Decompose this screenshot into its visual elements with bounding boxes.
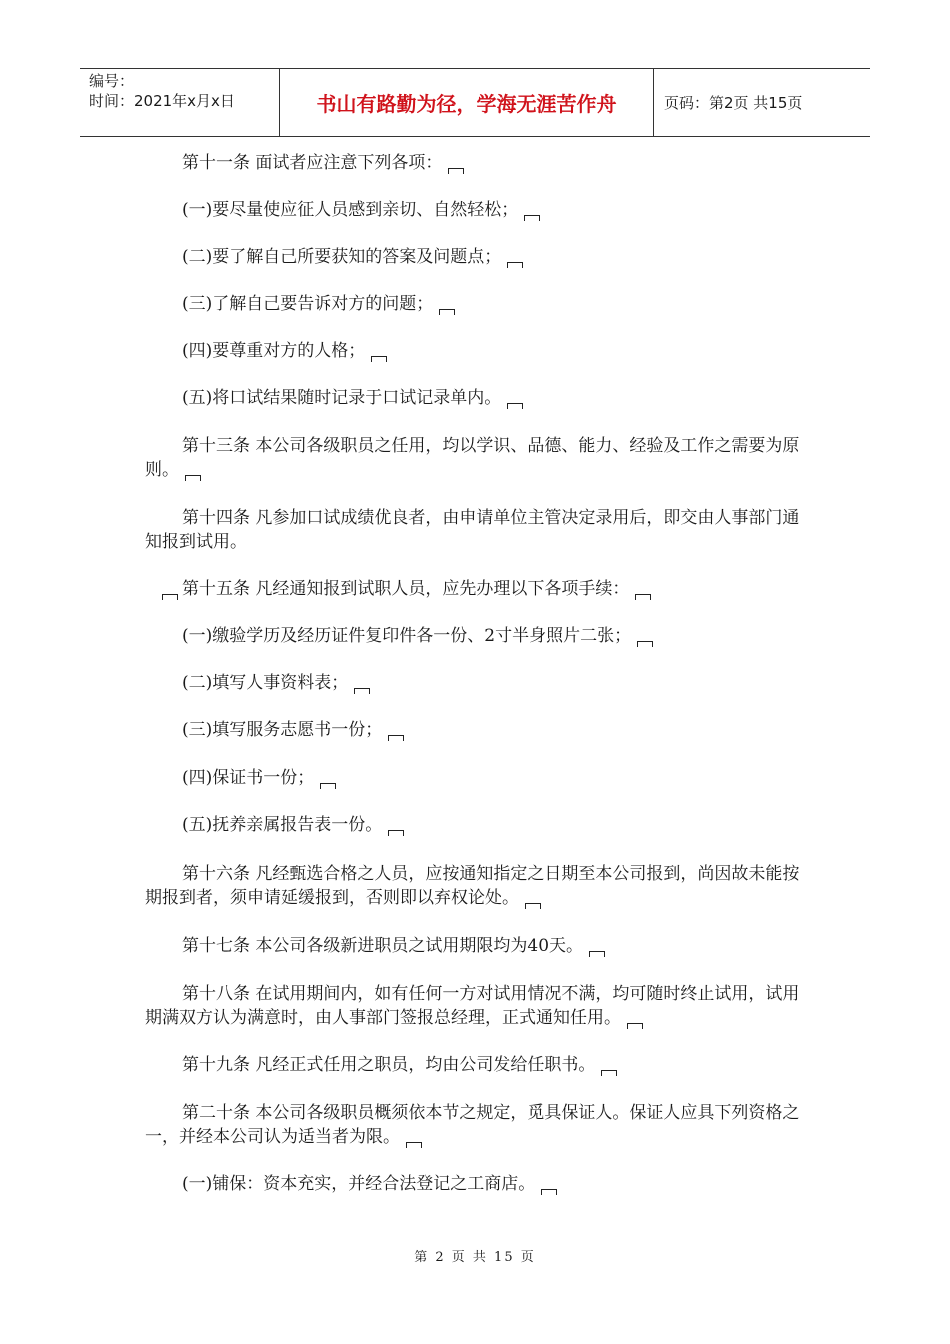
paragraph-mark-icon <box>627 1023 643 1029</box>
paragraph-mark-icon <box>388 830 404 836</box>
paragraph <box>145 934 810 958</box>
paragraph-text: 第十六条 凡经甄选合格之人员，应按通知指定之日期至本公司报到，尚因故未能按期报到者，须申请延缓报到，否则即以弃权论处。 <box>145 864 800 908</box>
header-page-info: 页码：第2页 共15页 <box>664 94 803 112</box>
paragraph-text: 第十九条 凡经正式任用之职员，均由公司发给任职书。 <box>182 1055 596 1075</box>
doc-date: 时间：2021年x月x日 <box>89 92 235 110</box>
paragraph-mark-icon <box>635 594 651 600</box>
paragraph-mark-icon <box>388 735 404 741</box>
paragraph-text: 第十四条 凡参加口试成绩优良者，由申请单位主管决定录用后，即交由人事部门通知报到试用。 <box>145 508 800 552</box>
page-header <box>80 68 870 137</box>
paragraph <box>145 245 810 269</box>
header-meta <box>80 69 280 136</box>
paragraph-text: (五)将口试结果随时记录于口试记录单内。 <box>182 388 502 408</box>
paragraph <box>145 151 810 175</box>
paragraph <box>145 1053 810 1077</box>
paragraph-mark-icon <box>448 168 464 174</box>
paragraph-text: (一)缴验学历及经历证件复印件各一份、2寸半身照片二张； <box>182 626 632 646</box>
paragraph <box>145 671 810 695</box>
paragraph-text: (二)要了解自己所要获知的答案及问题点； <box>182 247 502 267</box>
paragraph-mark-icon <box>541 1189 557 1195</box>
paragraph-mark-icon <box>406 1142 422 1148</box>
paragraph-mark-icon <box>439 309 455 315</box>
paragraph <box>145 813 810 837</box>
paragraph-text: (一)铺保：资本充实，并经合法登记之工商店。 <box>182 1174 536 1194</box>
paragraph-mark-icon <box>589 951 605 957</box>
doc-number-label: 编号： <box>89 72 135 90</box>
paragraph <box>145 434 810 482</box>
paragraph-mark-icon <box>507 403 523 409</box>
paragraph <box>145 198 810 222</box>
paragraph-text: (四)保证书一份； <box>182 768 315 788</box>
paragraph <box>145 339 810 363</box>
paragraph-mark-icon <box>320 783 336 789</box>
paragraph-mark-icon <box>507 262 523 268</box>
paragraph-text: 第十八条 在试用期间内，如有任何一方对试用情况不满，均可随时终止试用，试用期满双方认为满意时，由人事部门签报总经理，正式通知任用。 <box>145 984 800 1028</box>
paragraph-mark-icon <box>162 594 178 600</box>
paragraph <box>145 386 810 410</box>
paragraph-mark-icon <box>601 1070 617 1076</box>
paragraph-text: (五)抚养亲属报告表一份。 <box>182 815 383 835</box>
paragraph-text: 第二十条 本公司各级职员概须依本节之规定，觅具保证人。保证人应具下列资格之一，并经本公司认为适当者为限。 <box>145 1103 800 1147</box>
paragraph <box>145 718 810 742</box>
paragraph-mark-icon <box>371 356 387 362</box>
paragraph <box>145 577 810 601</box>
paragraph-mark-icon <box>525 903 541 909</box>
paragraph <box>145 624 810 648</box>
paragraph-text: (三)填写服务志愿书一份； <box>182 720 383 740</box>
paragraph-mark-icon <box>637 641 653 647</box>
paragraph-mark-icon <box>354 688 370 694</box>
paragraph <box>145 862 810 910</box>
page-footer: 第 2 页 共 15 页 <box>414 1250 536 1265</box>
paragraph-text: 第十一条 面试者应注意下列各项： <box>182 153 443 173</box>
paragraph <box>145 1172 810 1196</box>
paragraph-text: (四)要尊重对方的人格； <box>182 341 366 361</box>
header-motto: 书山有路勤为径，学海无涯苦作舟 <box>280 69 654 136</box>
paragraph-text: 第十五条 凡经通知报到试职人员，应先办理以下各项手续： <box>182 579 630 599</box>
paragraph-text: (二)填写人事资料表； <box>182 673 349 693</box>
paragraph <box>145 506 810 554</box>
paragraph <box>145 1101 810 1149</box>
paragraph-mark-icon <box>524 215 540 221</box>
paragraph-text: 第十七条 本公司各级新进职员之试用期限均为40天。 <box>182 936 584 956</box>
paragraph-text: (一)要尽量使应征人员感到亲切、自然轻松； <box>182 200 519 220</box>
paragraph-text: 第十三条 本公司各级职员之任用，均以学识、品德、能力、经验及工作之需要为原则。 <box>145 436 800 480</box>
paragraph <box>145 766 810 790</box>
paragraph-mark-icon <box>185 475 201 481</box>
paragraph <box>145 292 810 316</box>
paragraph-text: (三)了解自己要告诉对方的问题； <box>182 294 434 314</box>
paragraph <box>145 982 810 1030</box>
